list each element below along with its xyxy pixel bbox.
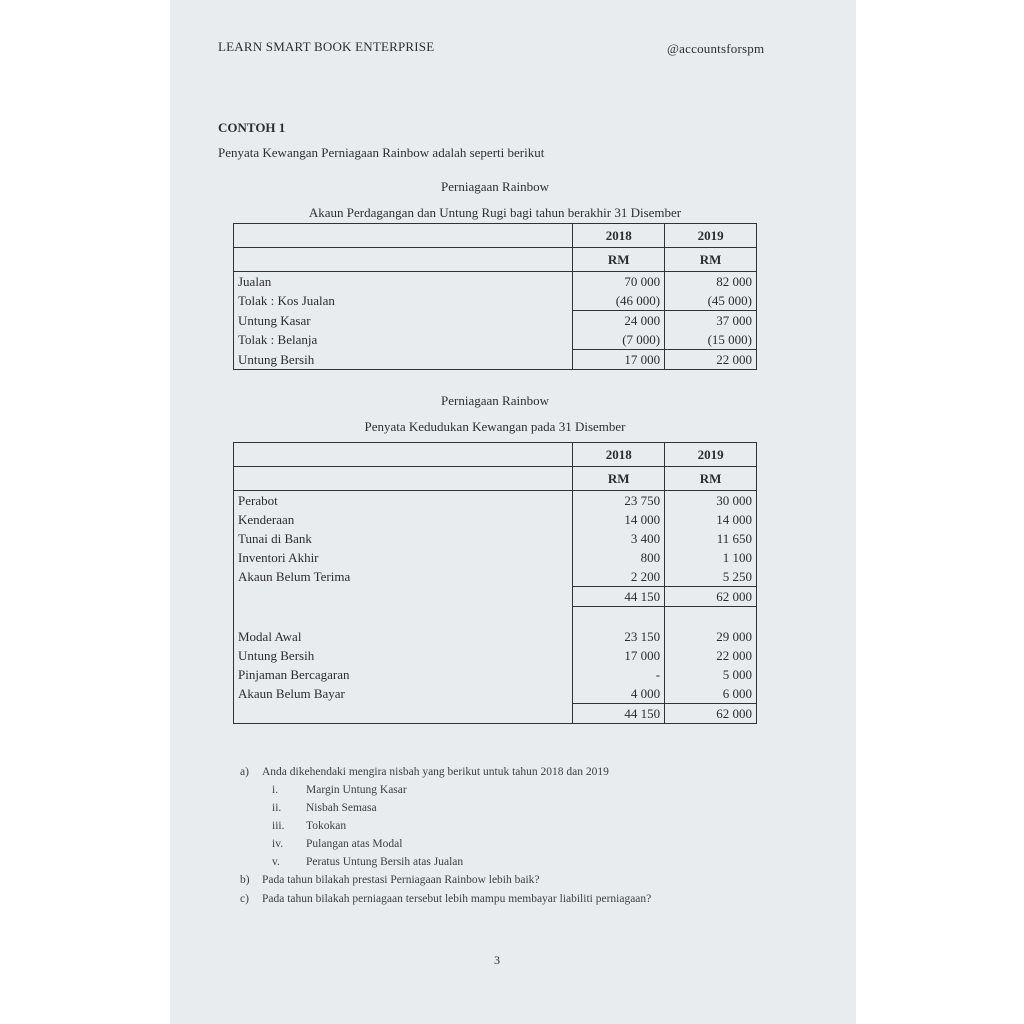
value-2019: 14 000 [665, 510, 757, 529]
row-label: Jualan [234, 272, 573, 292]
value-2018: 23 150 [573, 627, 665, 646]
intro-text: Penyata Kewangan Perniagaan Rainbow adalah seperti berikut [218, 145, 545, 160]
item-marker: ii. [272, 802, 282, 814]
table-row [234, 627, 757, 646]
row-label: Tunai di Bank [234, 529, 573, 548]
value-2018: 14 000 [573, 510, 665, 529]
total-2019: 62 000 [665, 703, 757, 723]
value-2019: 1 100 [665, 548, 757, 567]
item-text: Nisbah Semasa [306, 802, 377, 814]
row-label: Tolak : Belanja [234, 330, 573, 350]
assets-total-row [234, 587, 757, 607]
row-label: Modal Awal [234, 627, 573, 646]
value-2018: 4 000 [573, 684, 665, 704]
header-handle: @accountsforspm [667, 41, 765, 56]
list-item [272, 784, 407, 796]
value-2019: 37 000 [665, 311, 757, 331]
value-2018: 800 [573, 548, 665, 567]
table-row [234, 684, 757, 704]
spacer-row [234, 607, 757, 627]
table-row [234, 291, 757, 311]
row-label: Akaun Belum Terima [234, 567, 573, 587]
example-heading: CONTOH 1 [218, 120, 286, 135]
item-marker: v. [272, 856, 280, 868]
currency-2018-header: RM [573, 467, 665, 491]
list-item [272, 802, 377, 814]
total-2019: 62 000 [665, 587, 757, 607]
total-label-cell [234, 703, 573, 723]
item-text: Peratus Untung Bersih atas Jualan [306, 856, 464, 868]
value-2019: (45 000) [665, 291, 757, 311]
value-2019: 22 000 [665, 646, 757, 665]
row-label: Untung Kasar [234, 311, 573, 331]
balance-company-title: Perniagaan Rainbow [441, 393, 549, 408]
year-2019-header: 2019 [665, 443, 757, 467]
table-row [234, 272, 757, 292]
year-2018-header: 2018 [573, 443, 665, 467]
table-row [234, 529, 757, 548]
income-statement-table [233, 223, 757, 370]
value-2019: 82 000 [665, 272, 757, 292]
value-2019: 5 000 [665, 665, 757, 684]
page-number: 3 [494, 953, 500, 967]
value-2018: 2 200 [573, 567, 665, 587]
value-2018: 23 750 [573, 491, 665, 511]
table-row [234, 350, 757, 370]
liabilities-total-row [234, 703, 757, 723]
table-row [234, 646, 757, 665]
item-marker: iv. [272, 838, 284, 850]
item-text: Tokokan [306, 820, 347, 832]
spacer-cell [234, 607, 573, 627]
spacer-cell [573, 607, 665, 627]
item-text: Margin Untung Kasar [306, 784, 407, 796]
table-row [234, 567, 757, 587]
item-marker: iii. [272, 820, 285, 832]
year-2018-header: 2018 [573, 224, 665, 248]
table-row [234, 491, 757, 511]
row-label: Perabot [234, 491, 573, 511]
question-text: Anda dikehendaki mengira nisbah yang berikut untuk tahun 2018 dan 2019 [262, 766, 609, 778]
question-text: Pada tahun bilakah prestasi Perniagaan Rainbow lebih baik? [262, 874, 540, 886]
question-marker: c) [240, 893, 249, 905]
label-header-cell [234, 224, 573, 248]
value-2019: 11 650 [665, 529, 757, 548]
table-currency-row [234, 467, 757, 491]
row-label: Inventori Akhir [234, 548, 573, 567]
value-2018: 17 000 [573, 350, 665, 370]
table-currency-row [234, 248, 757, 272]
question-text: Pada tahun bilakah perniagaan tersebut lebih mampu membayar liabiliti perniagaan? [262, 893, 652, 905]
value-2019: 6 000 [665, 684, 757, 704]
balance-sheet-table [233, 442, 757, 724]
total-label-cell [234, 587, 573, 607]
label-header-cell [234, 467, 573, 491]
row-label: Pinjaman Bercagaran [234, 665, 573, 684]
row-label: Kenderaan [234, 510, 573, 529]
table-row [234, 548, 757, 567]
value-2018: 3 400 [573, 529, 665, 548]
value-2019: 5 250 [665, 567, 757, 587]
question-b [240, 874, 540, 886]
spacer-cell [665, 607, 757, 627]
total-2018: 44 150 [573, 587, 665, 607]
table-header-row [234, 224, 757, 248]
label-header-cell [234, 443, 573, 467]
list-item [272, 856, 463, 868]
question-marker: b) [240, 874, 250, 886]
value-2018: (46 000) [573, 291, 665, 311]
row-label: Tolak : Kos Jualan [234, 291, 573, 311]
item-marker: i. [272, 784, 279, 796]
value-2019: (15 000) [665, 330, 757, 350]
currency-2019-header: RM [665, 248, 757, 272]
header-publisher: LEARN SMART BOOK ENTERPRISE [218, 39, 435, 54]
row-label: Akaun Belum Bayar [234, 684, 573, 704]
income-company-title: Perniagaan Rainbow [441, 179, 549, 194]
value-2019: 30 000 [665, 491, 757, 511]
balance-sheet-title: Penyata Kedudukan Kewangan pada 31 Disember [364, 419, 626, 434]
table-header-row [234, 443, 757, 467]
value-2018: (7 000) [573, 330, 665, 350]
value-2018: 70 000 [573, 272, 665, 292]
table-row [234, 330, 757, 350]
table-row [234, 665, 757, 684]
label-header-cell [234, 248, 573, 272]
value-2019: 29 000 [665, 627, 757, 646]
income-statement-title: Akaun Perdagangan dan Untung Rugi bagi tahun berakhir 31 Disember [308, 205, 682, 220]
currency-2018-header: RM [573, 248, 665, 272]
value-2019: 22 000 [665, 350, 757, 370]
currency-2019-header: RM [665, 467, 757, 491]
item-text: Pulangan atas Modal [306, 838, 403, 850]
value-2018: 17 000 [573, 646, 665, 665]
list-item [272, 838, 402, 850]
question-a [240, 766, 609, 778]
total-2018: 44 150 [573, 703, 665, 723]
row-label: Untung Bersih [234, 646, 573, 665]
row-label: Untung Bersih [234, 350, 573, 370]
question-marker: a) [240, 766, 249, 778]
year-2019-header: 2019 [665, 224, 757, 248]
table-row [234, 510, 757, 529]
value-2018: - [573, 665, 665, 684]
table-row [234, 311, 757, 331]
value-2018: 24 000 [573, 311, 665, 331]
list-item [272, 820, 346, 832]
question-c [240, 893, 651, 905]
